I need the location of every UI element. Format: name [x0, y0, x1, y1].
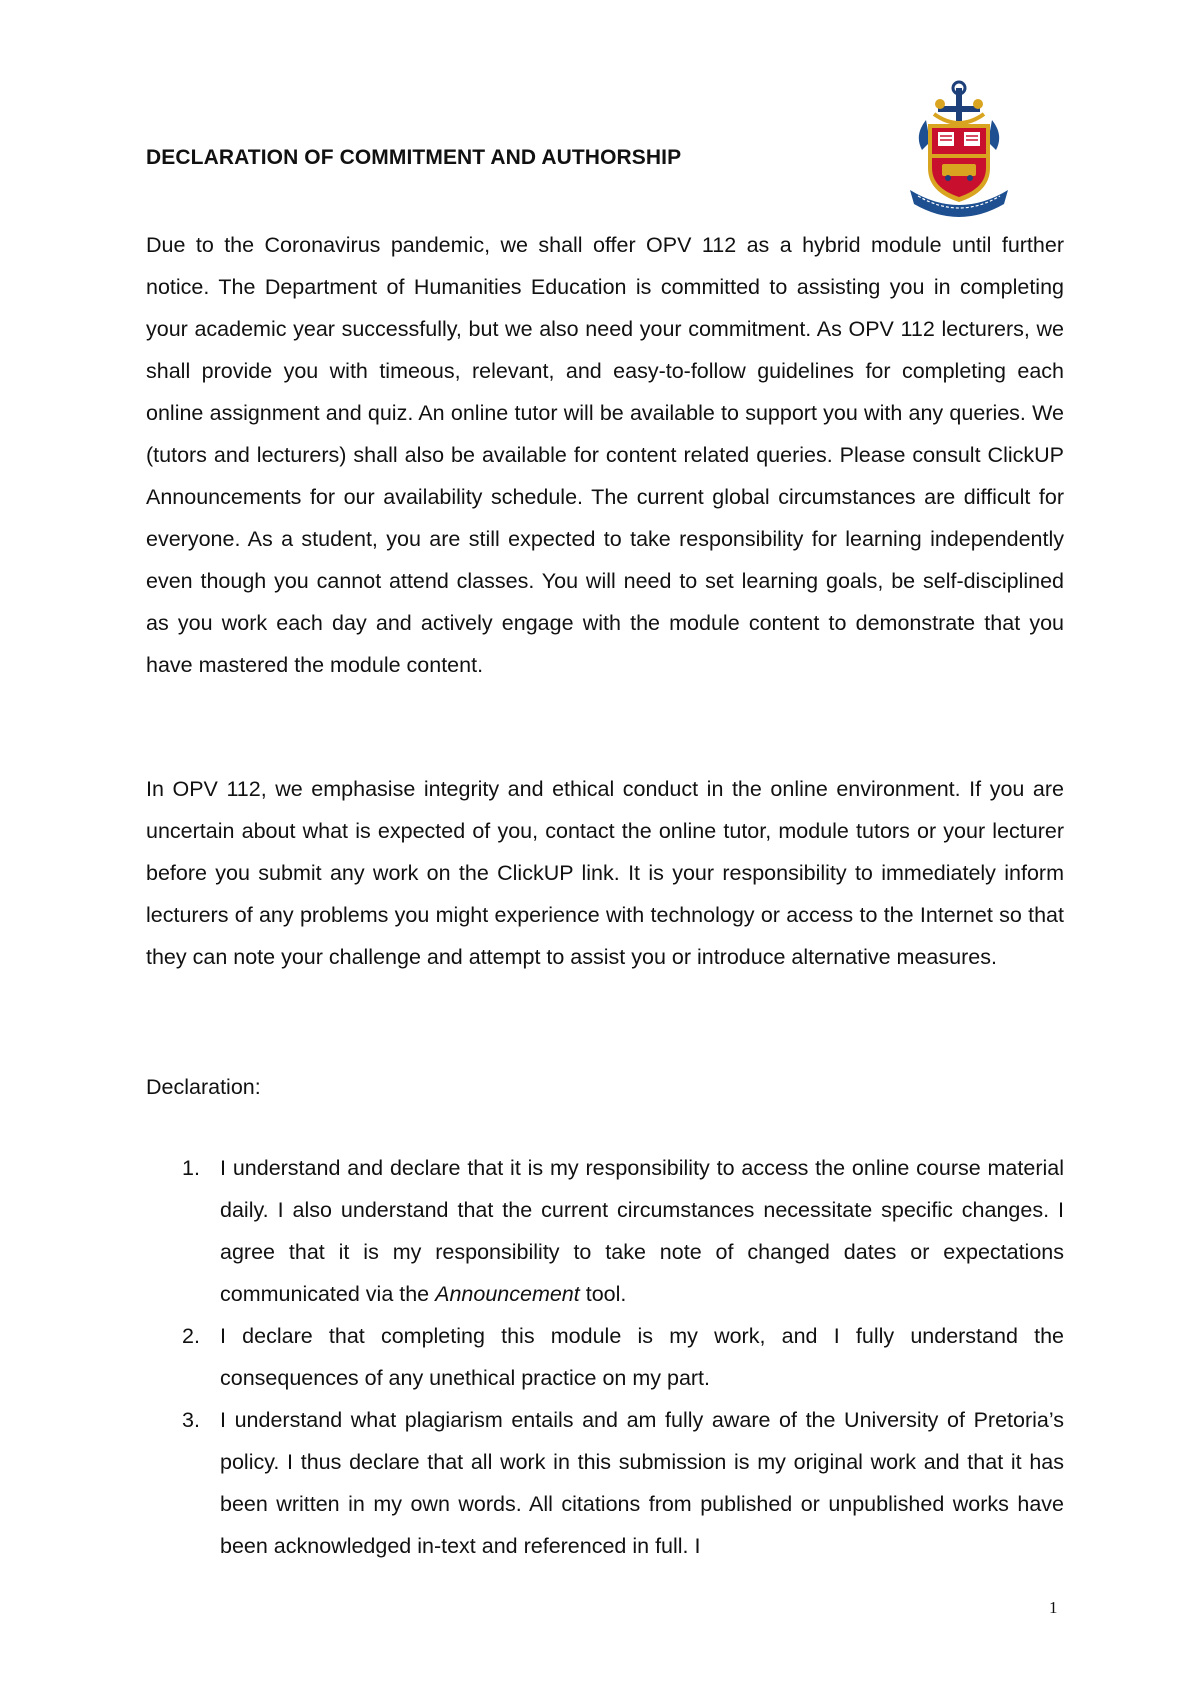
declaration-item — [146, 1315, 1064, 1399]
paragraph-intro: Due to the Coronavirus pandemic, we shall offer OPV 112 as a hybrid module until further notice. The Department of Humanities Education is committed to assisting you in completing your academic year successfully, but we also need your commitment. As OPV 112 lecturers, we shall provide you with timeous, relevant, and easy-to-follow guidelines for completing each online assignment and quiz. An online tutor will be available to support you with any queries. We (tutors and lecturers) shall also be available for content related queries. Please consult ClickUP Announcements for our availability schedule. The current global circumstances are difficult for everyone. As a student, you are still expected to take responsibility for learning independently even though you cannot attend classes. You will need to set learning goals, be self-disciplined as you work each day and actively engage with the module content to demonstrate that you have mastered the module content. — [146, 233, 1064, 677]
declaration-item — [146, 1399, 1064, 1567]
declaration-heading: Declaration: — [146, 1075, 261, 1099]
declaration-item-number: 2. — [182, 1324, 200, 1348]
declaration-item-emphasis: Announcement — [435, 1282, 580, 1306]
shield-icon — [928, 124, 990, 202]
declaration-item — [146, 1147, 1064, 1315]
paragraph-integrity: In OPV 112, we emphasise integrity and ethical conduct in the online environment. If you are uncertain about what is expected of you, contact the online tutor, module tutors or your lecturer before you submit any work on the ClickUP link. It is your responsibility to immediately inform lecturers of any problems you might experience with technology or access to the Internet so that they can note your challenge and attempt to assist you or introduce alternative measures. — [146, 777, 1064, 969]
anchor-icon — [934, 82, 984, 123]
declaration-item-text: I understand what plagiarism entails and am fully aware of the University of Pretoria’s policy. I thus declare that all work in this submission is my original work and that it has been written in my own words. All citations from published or unpublished works have been acknowledged in-text and referenced in full. I — [220, 1408, 1064, 1558]
declaration-list — [146, 1147, 1064, 1567]
document-title: DECLARATION OF COMMITMENT AND AUTHORSHIP — [146, 146, 682, 169]
page-number: 1 — [1049, 1598, 1058, 1617]
declaration-item-number: 3. — [182, 1408, 200, 1432]
declaration-item-text: I understand and declare that it is my responsibility to access the online course material daily. I also understand that the current circumstances necessitate specific changes. I agree that it is my responsibility to take note of changed dates or expectations communicated via the — [220, 1156, 1064, 1306]
declaration-item-text-end: tool. — [579, 1282, 627, 1306]
university-crest-logo — [904, 80, 1014, 220]
declaration-item-text: I declare that completing this module is my work, and I fully understand the consequences of any unethical practice on my part. — [220, 1324, 1064, 1390]
declaration-item-number: 1. — [182, 1156, 200, 1180]
